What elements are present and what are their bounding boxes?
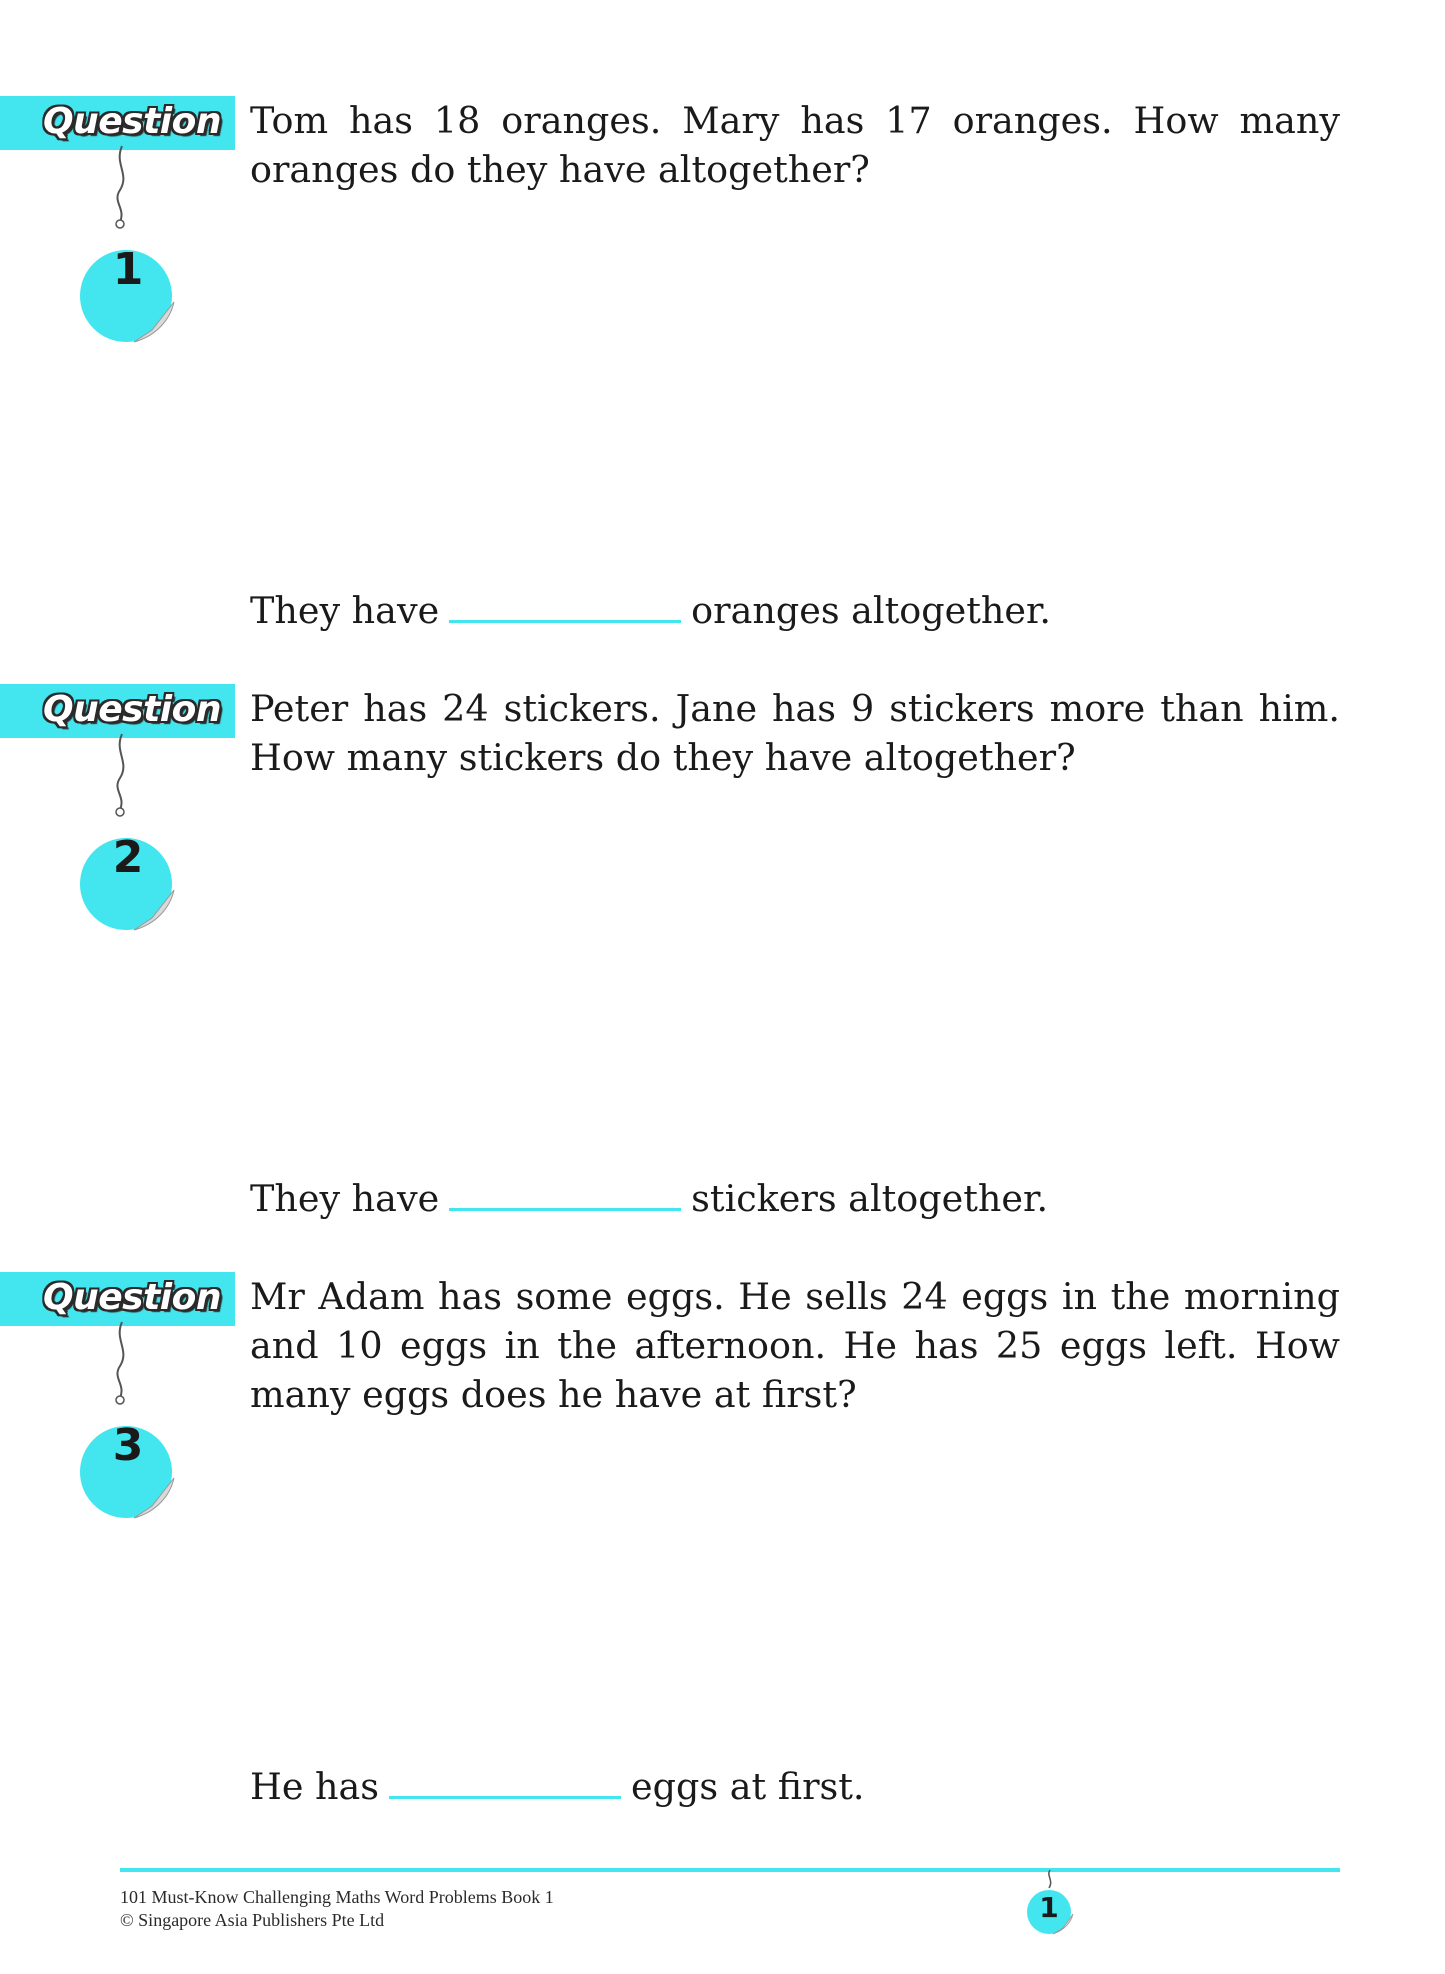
question-text: Mr Adam has some eggs. He sells 24 eggs in the morning and 10 eggs in the afternoon. He has 25 eggs left. How many eggs does he have at first? [250,1275,1340,1416]
question-number: 2 [112,832,144,883]
footer-book-title: 101 Must-Know Challenging Maths Word Problems Book 1 [120,1887,554,1907]
question-label: Question [43,1277,221,1318]
footer-divider [120,1868,1340,1872]
page-number: 1 [1039,1891,1059,1924]
answer-suffix: stickers altogether. [691,1177,1049,1220]
answer-line [250,1174,1048,1223]
question-label: Question [43,101,221,142]
question-label: Question [43,689,221,730]
answer-line [250,586,1051,635]
answer-blank[interactable] [389,1770,621,1799]
answer-blank[interactable] [449,594,681,623]
question-banner [0,684,235,738]
answer-prefix: They have [250,589,440,632]
question-text: Tom has 18 oranges. Mary has 17 oranges. How many oranges do they have altogether? [250,99,1340,191]
answer-line [250,1762,865,1811]
answer-prefix: They have [250,1177,440,1220]
answer-suffix: eggs at first. [631,1765,865,1808]
answer-prefix: He has [250,1765,380,1808]
question-text: Peter has 24 stickers. Jane has 9 stickers more than him. How many stickers do they have altogether? [250,687,1340,779]
question-banner [0,96,235,150]
question-banner [0,1272,235,1326]
answer-suffix: oranges altogether. [691,589,1052,632]
footer-copyright: © Singapore Asia Publishers Pte Ltd [120,1910,385,1930]
question-number: 1 [112,244,144,295]
answer-blank[interactable] [449,1182,681,1211]
question-number: 3 [112,1420,144,1471]
footer-credits [120,1886,554,1932]
